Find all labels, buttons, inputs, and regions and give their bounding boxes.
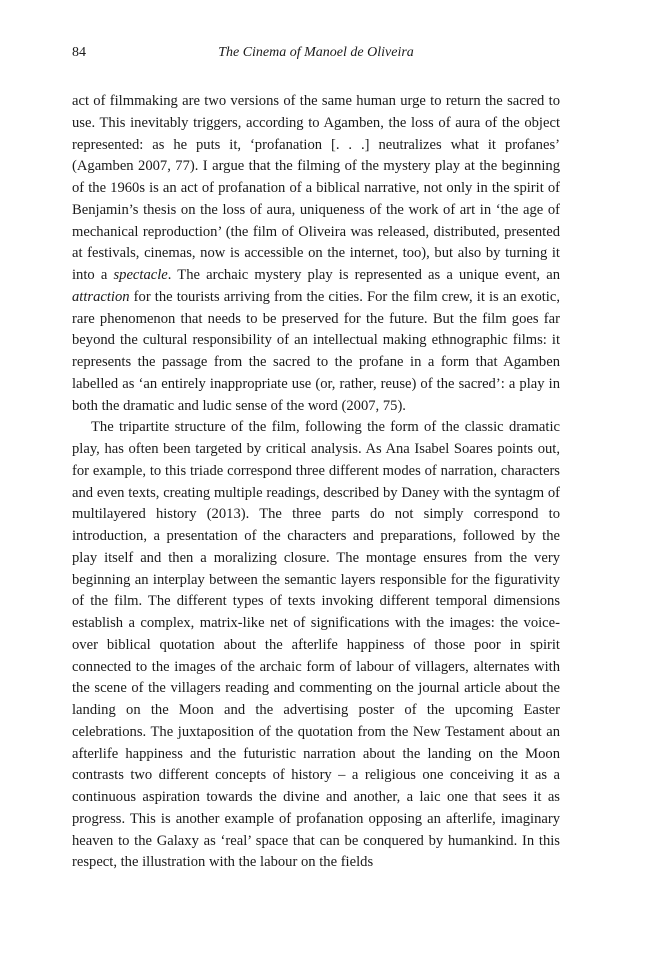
- text-segment: act of filmmaking are two versions of the same human urge to return the sacred to use. This inevitably triggers, according to Agamben, the loss of aura of the object represented: as he puts it, ‘profanation [. . .] neutralizes what it profanes’ (Agamben 2007, 77). I argue that the filming of the mystery play at the beginning of the 1960s is an act of profanation of a biblical narrative, not only in the spirit of Benjamin’s thesis on the loss of aura, uniqueness of the work of art in ‘the age of mechanical reproduction’ (the film of Oliveira was released, distributed, presented at festivals, cinemas, now is accessible on the internet, too), but also by turning it into a: [72, 93, 560, 283]
- text-segment: The tripartite structure of the film, following the form of the classic dramatic play, has often been targeted by critical analysis. As Ana Isabel Soares points out, for example, to this triade correspond three different modes of narration, characters and even texts, creating multiple readings, described by Daney with the syntagm of multilayered history (2013). The three parts do not simply correspond to introduction, a presentation of the characters and preparations, followed by the play itself and then a moralizing closure. The montage ensures from the very beginning an interplay between the semantic layers responsible for the figurativity of the film. The different types of texts invoking different temporal dimensions establish a complex, matrix-like net of significations with the images: the voice-over biblical quotation about the afterlife happiness of those poor in spirit connected to the images of the archaic form of labour of villagers, alternates with the scene of the villagers reading and commenting on the journal article about the landing on the Moon and the advertising poster of the upcoming Easter celebrations. The juxtaposition of the quotation from the New Testament about an afterlife happiness and the futuristic narration about the landing on the Moon contrasts two different concepts of history – a religious one conceiving it as a continuous aspiration towards the divine and another, a laic one that sees it as progress. This is another example of profanation opposing an afterlife, imaginary heaven to the Galaxy as ‘real’ space that can be conquered by humankind. In this respect, the illustration with the labour on the fields: [72, 419, 560, 871]
- text-segment: for the tourists arriving from the cities. For the film crew, it is an exotic, rare phenomenon that needs to be preserved for the future. But the film goes far beyond the cultural responsibility of an intellectual making ethnographic films: it represents the passage from the sacred to the profane in a form that Agamben labelled as ‘an entirely inappropriate use (or, rather, reuse) of the sacred’: a play in both the dramatic and ludic sense of the word (2007, 75).: [72, 288, 560, 414]
- page-number: 84: [72, 45, 86, 60]
- running-title: The Cinema of Manoel de Oliveira: [218, 45, 414, 60]
- body-text: [72, 91, 560, 874]
- running-head: [72, 45, 560, 67]
- text-segment: . The archaic mystery play is represented as a unique event, an: [167, 267, 560, 283]
- italic-term: attraction: [72, 288, 130, 305]
- paragraph: [72, 417, 560, 874]
- paragraph: [72, 91, 560, 417]
- italic-term: spectacle: [113, 267, 168, 283]
